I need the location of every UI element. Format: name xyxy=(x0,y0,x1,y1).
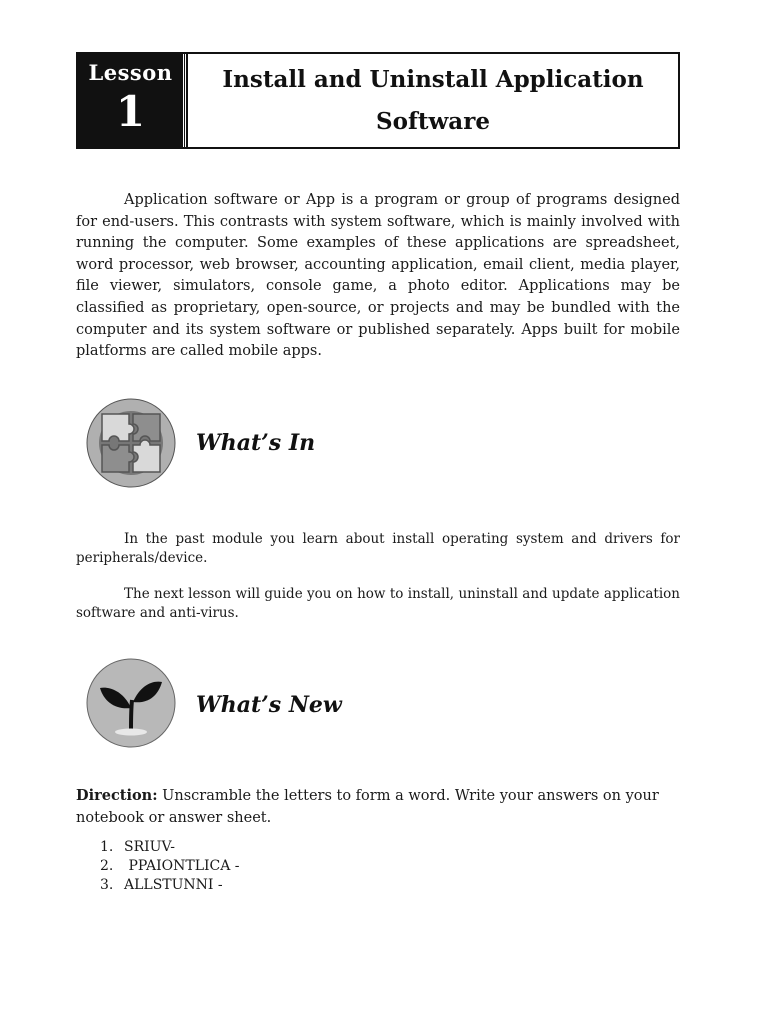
unscramble-list xyxy=(100,838,240,895)
list-item xyxy=(100,876,240,895)
list-item xyxy=(100,857,240,876)
direction-label: Direction: xyxy=(76,787,158,804)
lesson-badge xyxy=(78,54,186,147)
lesson-title xyxy=(186,54,678,147)
whats-in-paragraph-2: The next lesson will guide you on how to install, uninstall and update application software and anti-virus. xyxy=(76,586,680,621)
puzzle-icon xyxy=(86,398,176,488)
list-item-text: ALLSTUNNI - xyxy=(124,877,223,893)
list-item-text: SRIUV- xyxy=(124,839,176,855)
whats-in-title: What’s In xyxy=(196,430,316,456)
lesson-number: 1 xyxy=(115,87,146,136)
lesson-header xyxy=(76,52,680,149)
list-item-number: 2. xyxy=(100,858,114,874)
list-item-text: PPAIONTLICA - xyxy=(124,858,240,874)
lesson-label: Lesson xyxy=(88,60,173,85)
title-line-1: Install and Uninstall Application xyxy=(222,65,644,93)
list-item xyxy=(100,838,240,857)
direction-text xyxy=(76,785,680,829)
list-item-number: 1. xyxy=(100,839,114,855)
title-line-2: Software xyxy=(376,107,490,135)
intro-paragraph: Application software or App is a program or group of programs designed for end-users. This contrasts with system software, which is mainly involved with running the computer. Some examples of these applications are spreadsheet, word processor, web browser, accounting application, email client, media player, file viewer, simulators, console game, a photo editor. Applications may be classified as proprietary, open-source, or projects and may be bundled with the computer and its system software or published separately. Apps built for mobile platforms are called mobile apps. xyxy=(76,192,680,360)
sprout-icon xyxy=(86,658,176,748)
whats-in-paragraph-1: In the past module you learn about install operating system and drivers for peripherals/device. xyxy=(76,531,680,566)
direction-body: Unscramble the letters to form a word. Write your answers on your notebook or answer sheet. xyxy=(76,788,659,826)
list-item-number: 3. xyxy=(100,877,114,893)
whats-new-title: What’s New xyxy=(196,692,342,718)
